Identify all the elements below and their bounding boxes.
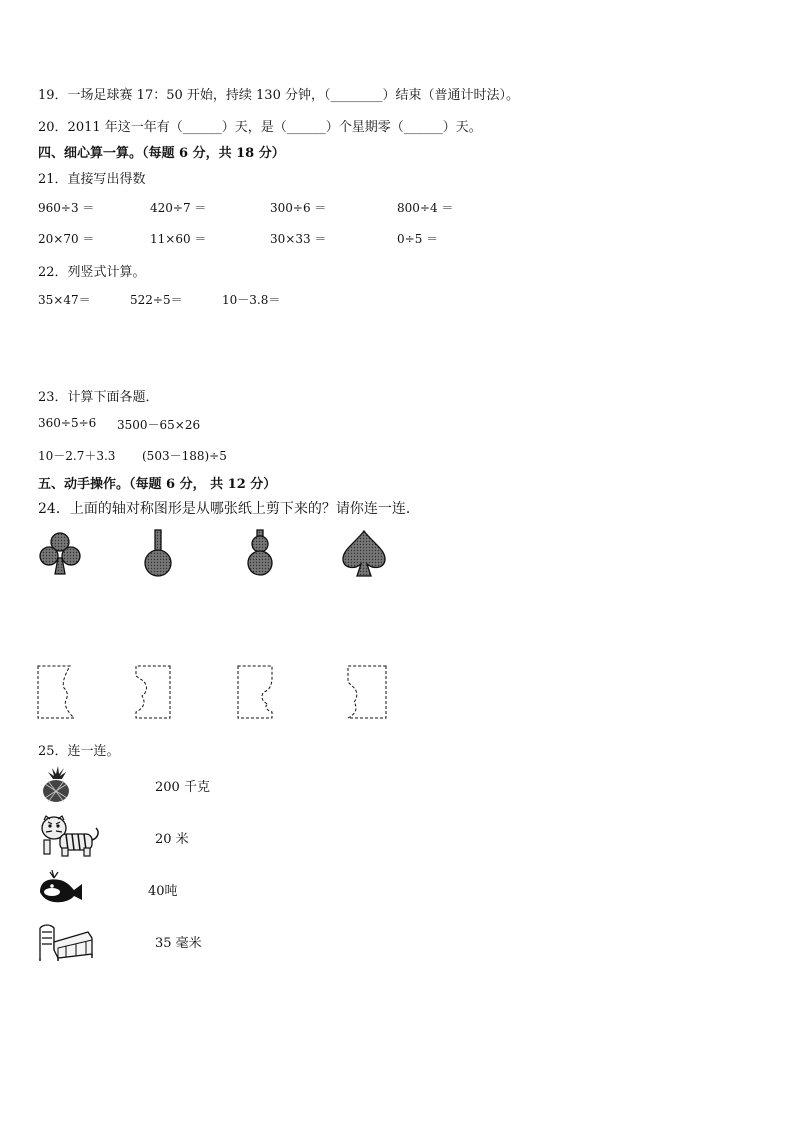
match-answer-millimeters: 35 毫米: [155, 936, 202, 951]
tiger-icon: [36, 812, 102, 860]
calc-item: 300÷6 ＝: [270, 201, 327, 215]
calc-item: (503－188)÷5: [142, 449, 227, 463]
paper-option-2-icon: [130, 664, 174, 720]
paper-option-3-icon: [234, 664, 282, 720]
whale-icon: [36, 866, 86, 908]
question-25-title: 25．连一连。: [38, 744, 120, 759]
club-shape-icon: [36, 530, 84, 576]
match-answer-weight: 200 千克: [155, 780, 210, 795]
section-4-heading: 四、细心算一算。（每题 6 分，共 18 分）: [38, 146, 285, 161]
question-19: 19．一场足球赛 17：50 开始，持续 130 分钟，（________）结束（普通计时法）。: [38, 88, 519, 103]
question-24-title: 24．上面的轴对称图形是从哪张纸上剪下来的？请你连一连．: [38, 501, 420, 517]
pineapple-icon: [36, 764, 76, 804]
question-23-title: 23．计算下面各题．: [38, 390, 159, 405]
paper-option-1-icon: [36, 664, 80, 720]
vertical-calc-item: 35×47＝: [38, 293, 91, 307]
racket-shape-icon: [138, 528, 178, 578]
calc-item: 10－2.7＋3.3: [38, 449, 116, 463]
bed-icon: [36, 918, 94, 962]
spade-shape-icon: [338, 528, 390, 578]
section-5-heading: 五、动手操作。（每题 6 分， 共 12 分）: [38, 477, 277, 492]
gourd-shape-icon: [240, 528, 280, 578]
calc-item: 0÷5 ＝: [397, 232, 439, 246]
vertical-calc-item: 522÷5＝: [130, 293, 183, 307]
match-answer-length: 20 米: [155, 832, 189, 847]
vertical-calc-item: 10－3.8＝: [222, 293, 281, 307]
question-21-title: 21．直接写出得数: [38, 172, 146, 187]
calc-item: 11×60 ＝: [150, 232, 207, 246]
calc-item: 960÷3 ＝: [38, 201, 95, 215]
question-22-title: 22．列竖式计算。: [38, 265, 146, 280]
paper-option-4-icon: [344, 664, 392, 720]
calc-item: 420÷7 ＝: [150, 201, 207, 215]
match-answer-tons: 40吨: [148, 884, 178, 899]
calc-item: 3500－65×26: [117, 418, 201, 432]
calc-item: 800÷4 ＝: [397, 201, 454, 215]
calc-item: 20×70 ＝: [38, 232, 95, 246]
calc-item: 30×33 ＝: [270, 232, 327, 246]
question-20: 20．2011 年这一年有（______）天，是（______）个星期零（______）天。: [38, 120, 482, 135]
calc-item: 360÷5÷6: [38, 416, 97, 430]
